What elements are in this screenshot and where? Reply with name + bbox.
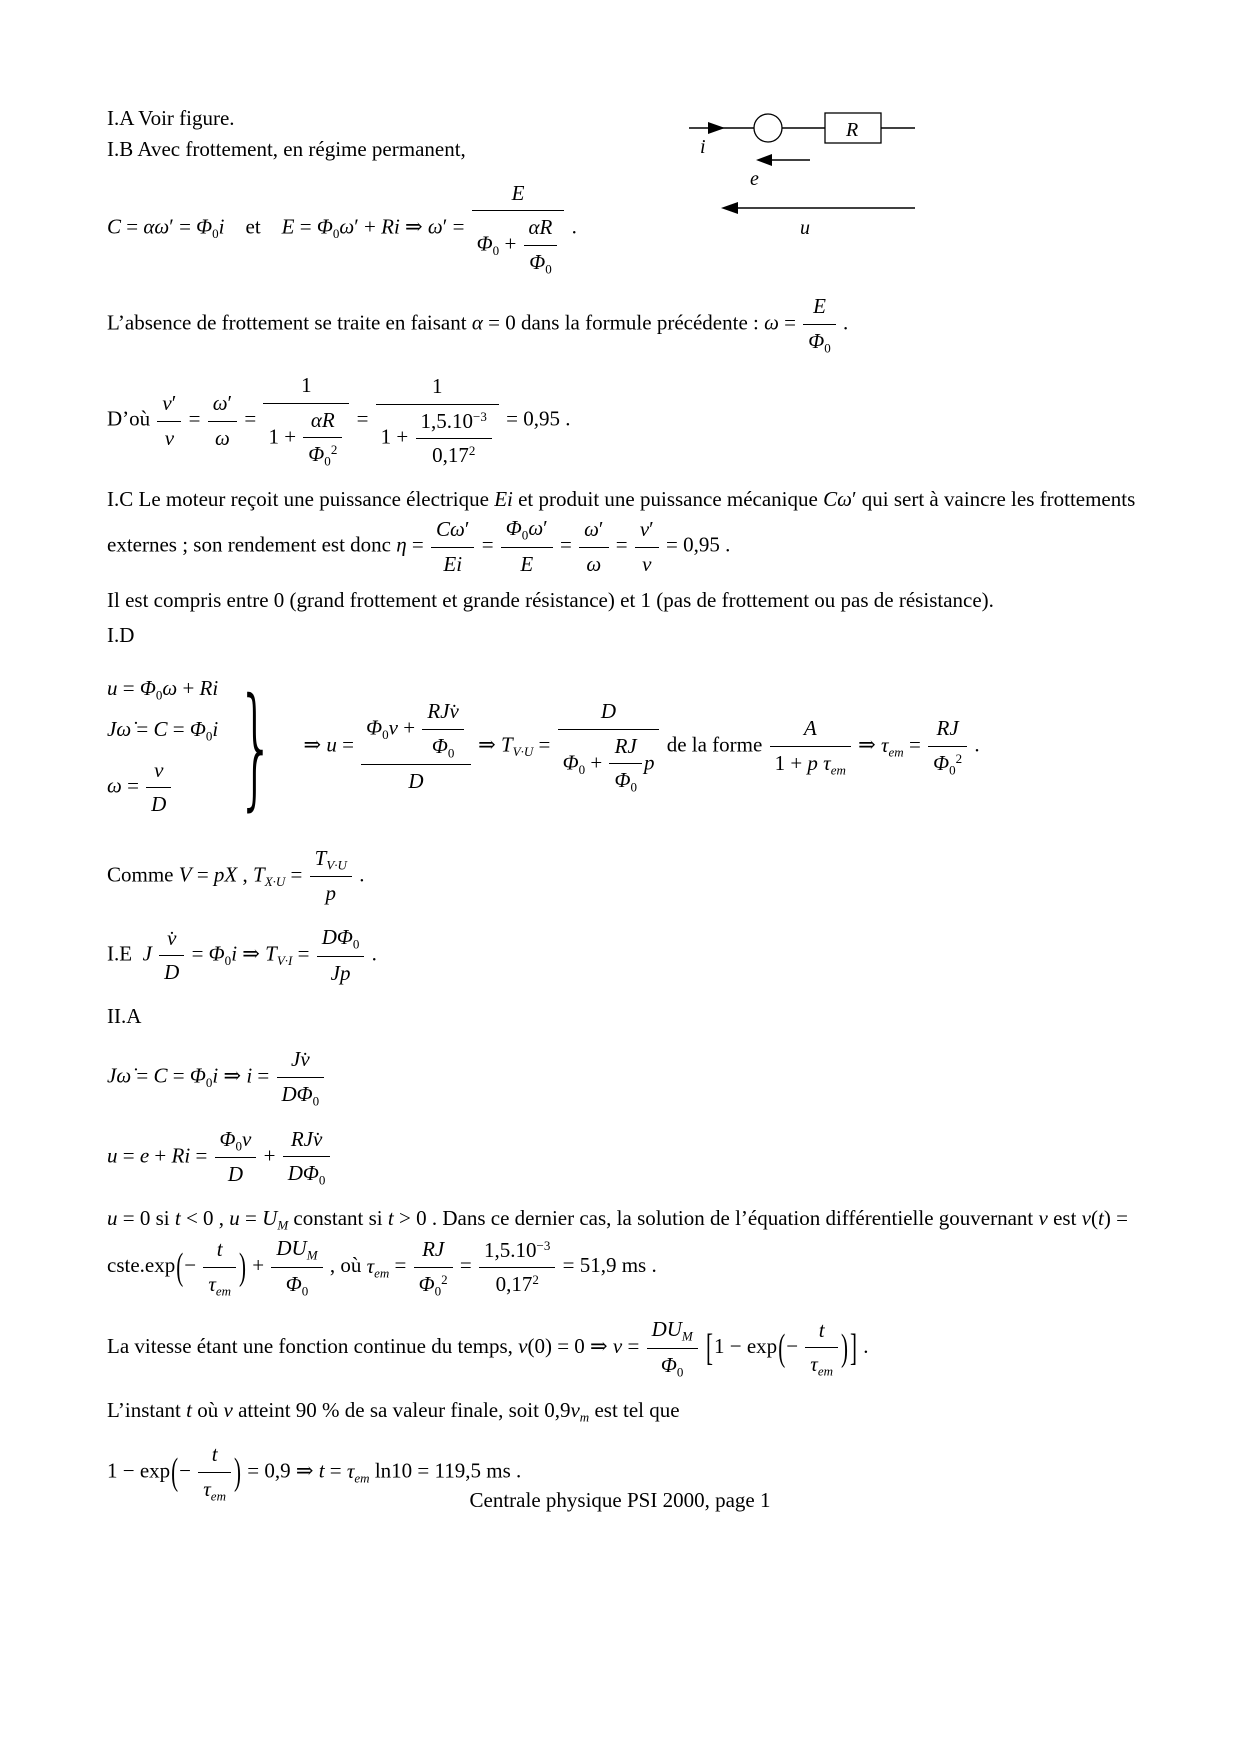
formula-iia-current: Jω̇ = $C = \Phi_0i$ ⇒ i = $\frac{Jv̇}{D\Phi_0}$ bbox=[107, 1045, 1137, 1110]
heading-id: I.D bbox=[107, 622, 135, 647]
formula-id-system: $u = \Phi_0\omega + Ri$ Jω̇ = $C = \Phi_0i$ ω = $\frac{v}{D}$ } ⇒ u = $\Phi_0v$ + RJv̇ $\Phi_0$ D ⇒ $T_{V\cdot U}$ = D $\Phi_0$ + $\frac{RJ}{\Phi_0}$ p de la forme A 1 + p $\tau_{em}$ ⇒ $\tau_{em}$ = $\frac{RJ}{\Phi_0^2}$ . bbox=[107, 670, 980, 825]
para-ib-intro: I.B Avec frottement, en régime permanent, bbox=[107, 137, 466, 162]
para-ia: I.A Voir figure. bbox=[107, 106, 235, 130]
formula-rise-time: 1 − exp(− t $\tau_{em}$ ) = 0,9 ⇒ $t = \tau_{em}$ ln10 = 119,5 ms . bbox=[107, 1442, 522, 1504]
emf-label: e bbox=[750, 168, 759, 190]
para-step-response: u = 0 si t < 0 , $u = U_M$ constant si t > 0 . Dans ce dernier cas, la solution de l’équation différentielle gouvernant v est v(t) = cste.exp(− t $\tau_{em}$ ) + $DU_M$ $\Phi_0$ , où $\tau_{em}$ = $\frac{RJ}{\Phi_0^2}$ = $\frac{1,5.10^{-3}}{0,17^2}$ = 51,9 ms . bbox=[107, 1205, 1128, 1299]
formula-iia-voltage: u = e + Ri = $\frac{\Phi_0v}{D}$ + RJv̇ $D\Phi_0$ bbox=[107, 1125, 1137, 1190]
formula-ib: $C = \alpha\omega' = \Phi_0i$ et $E = \Phi_0\omega' + Ri$ ⇒ ω′ = E $\Phi_0$ + $\frac{\alpha R}{\Phi_0}$ . bbox=[107, 180, 577, 277]
para-ic: I.C Le moteur reçoit une puissance électrique Ei et produit une puissance mécanique Cω′ qui sert à vaincre les frottements externes ; son rendement est donc η = $\frac{C\omega'}{Ei}$ = $\frac{\Phi_0\omega'}{E}$ = $\frac{\omega'}{\omega}$ = $\frac{v'}{v}$ = 0,95 . bbox=[107, 487, 1136, 577]
para-laplace-relation: Comme V = pX , $T_{X\cdot U}$ = $\frac{T_{V\cdot U}}{p}$ . bbox=[107, 845, 365, 906]
current-label: i bbox=[700, 136, 706, 158]
para-rise-time: L’instant t où v atteint 90 % de sa valeur finale, soit $0,9v_m$ est tel que bbox=[107, 1397, 680, 1425]
para-no-friction: L’absence de frottement se traite en faisant α = 0 dans la formule précédente : ω = $\frac{E}{\Phi_0}$ . bbox=[107, 294, 849, 356]
heading-iia: II.A bbox=[107, 1003, 142, 1028]
formula-ie: I.E J $\frac{v̇}{D}$ = $\Phi_0i$ ⇒ $T_{V\cdot I}$ = $\frac{D\Phi_0}{Jp}$ . bbox=[107, 924, 377, 985]
voltage-label: u bbox=[800, 217, 810, 239]
para-bounds: Il est compris entre 0 (grand frottement et grande résistance) et 1 (pas de frottement ou pas de résistance). bbox=[107, 587, 994, 612]
formula-ratio: D’où $\frac{v'}{v}$ = $\frac{\omega'}{\omega}$ = 1 1 + $\frac{\alpha R}{\Phi_0^2}$ = 1 1 + $\frac{1,5.10^{-3}}{0,17^2}$ = 0,95 . bbox=[107, 373, 571, 469]
para-continuity: La vitesse étant une fonction continue du temps, v(0) = 0 ⇒ v = $DU_M$ $\Phi_0$ [1 − exp(− t $\tau_{em}$ )] . bbox=[107, 1316, 869, 1380]
page-footer: Centrale physique PSI 2000, page 1 bbox=[469, 1488, 771, 1512]
document-content bbox=[107, 102, 1137, 1519]
resistor-label: R bbox=[846, 119, 859, 141]
